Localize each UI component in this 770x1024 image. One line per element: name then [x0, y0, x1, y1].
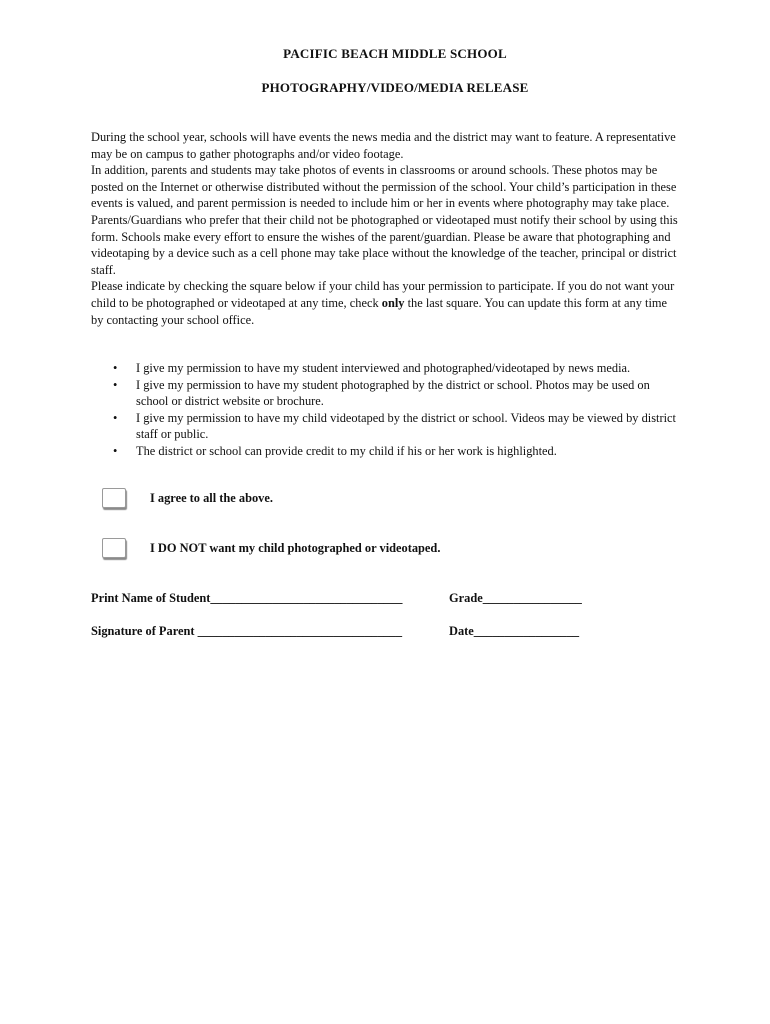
disagree-option: [102, 538, 440, 558]
permission-item-videotaped: • I give my permission to have my child videotaped by the district or school. Videos may be viewed by district staff or public.: [91, 410, 681, 443]
parent-signature-field[interactable]: Signature of Parent _________________________________: [91, 624, 403, 638]
grade-field[interactable]: Grade________________: [449, 591, 582, 605]
intro-paragraph-3: Parents/Guardians who prefer that their child not be photographed or videotaped must notify their school by using this form. Schools make every effort to ensure the wishes of the parent/guardian. Please be aware that photographing and videotaping by a device such as a cell phone may take place without the knowledge of the teacher, principal or district staff.: [91, 212, 678, 277]
permission-item-photographed: • I give my permission to have my student photographed by the district or school. Photos may be used on school or district website or brochure.: [91, 377, 681, 410]
disagree-label: I DO NOT want my child photographed or videotaped.: [150, 540, 441, 555]
intro-paragraph-2: In addition, parents and students may take photos of events in classrooms or around schools. These photos may be posted on the Internet or otherwise distributed without the permission of the school. Your child’s participation in these events is valued, and parent permission is needed to include him or her in events where photography may take place.: [91, 163, 677, 211]
permission-item-credit: • The district or school can provide credit to my child if his or her work is highlighted.: [91, 443, 681, 460]
form-title-heading: PHOTOGRAPHY/VIDEO/MEDIA RELEASE: [261, 80, 529, 95]
intro-p4-end: the last square. You can update this form at any time by contacting your school office.: [91, 295, 668, 327]
agree-label: I agree to all the above.: [150, 490, 273, 505]
student-name-field[interactable]: Print Name of Student_______________________________: [91, 591, 403, 605]
agree-checkbox[interactable]: [102, 488, 126, 508]
intro-text: [91, 129, 681, 328]
intro-paragraph-4: [91, 278, 681, 328]
intro-p4-emphasis: only: [381, 295, 405, 310]
date-field[interactable]: Date_________________: [449, 624, 580, 638]
agree-option: [102, 488, 273, 508]
permission-list: [91, 360, 681, 460]
intro-paragraph-1: During the school year, schools will have events the news media and the district may want to feature. A representative may be on campus to gather photographs and/or video footage.: [91, 130, 676, 161]
permission-item-news-media: • I give my permission to have my student interviewed and photographed/videotaped by news media.: [91, 360, 681, 377]
school-name-heading: PACIFIC BEACH MIDDLE SCHOOL: [283, 46, 507, 61]
disagree-checkbox[interactable]: [102, 538, 126, 558]
intro-p4-start: Please indicate by checking the square below if your child has your permission to participate. If you do not want your child to be photographed or videotaped at any time, check: [91, 279, 675, 310]
